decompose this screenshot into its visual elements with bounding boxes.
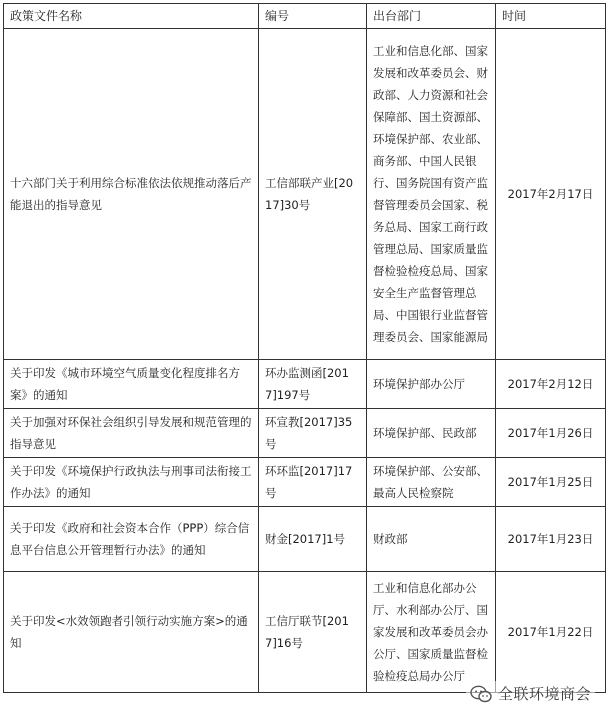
cell-department: 工业和信息化部、国家发展和改革委员会、财政部、人力资源和社会保障部、国土资源部、环境保护部、农业部、商务部、中国人民银行、国务院国有资产监督管理委员会国家、税务总局、国家工商行政管理总局、国家质量监督检验检疫总局、国家安全生产监督管理总局、中国银行业监督管理委员会、国家能源局 [367, 29, 496, 360]
cell-number: 财金[2017]1号 [259, 507, 367, 572]
cell-date: 2017年1月26日 [496, 409, 606, 458]
cell-date: 2017年1月23日 [496, 507, 606, 572]
policy-table [3, 3, 606, 693]
cell-number: 环宣教[2017]35号 [259, 409, 367, 458]
table-row [4, 458, 606, 507]
table-row [4, 572, 606, 693]
header-policy-name: 政策文件名称 [4, 4, 259, 29]
cell-policy-name: 关于印发《环境保护行政执法与刑事司法衔接工作办法》的通知 [4, 458, 259, 507]
cell-date: 2017年1月22日 [496, 572, 606, 693]
wechat-icon [470, 685, 492, 703]
table-row [4, 409, 606, 458]
header-department: 出台部门 [367, 4, 496, 29]
table-header-row [4, 4, 606, 29]
watermark-text: 全联环境商会 [497, 685, 591, 703]
cell-policy-name: 关于加强对环保社会组织引导发展和规范管理的指导意见 [4, 409, 259, 458]
cell-number: 工信部联产业[2017]30号 [259, 29, 367, 360]
cell-date: 2017年2月17日 [496, 29, 606, 360]
cell-date: 2017年1月25日 [496, 458, 606, 507]
cell-department: 环境保护部、公安部、最高人民检察院 [367, 458, 496, 507]
table-row [4, 507, 606, 572]
cell-policy-name: 关于印发<水效领跑者引领行动实施方案>的通知 [4, 572, 259, 693]
cell-policy-name: 关于印发《政府和社会资本合作（PPP）综合信息平台信息公开管理暂行办法》的通知 [4, 507, 259, 572]
cell-department: 环境保护部办公厅 [367, 360, 496, 409]
header-number: 编号 [259, 4, 367, 29]
cell-department: 工业和信息化部办公厅、水利部办公厅、国家发展和改革委员会办公厅、国家质量监督检验检疫总局办公厅 [367, 572, 496, 693]
cell-number: 环环监[2017]17号 [259, 458, 367, 507]
header-date: 时间 [496, 4, 606, 29]
cell-number: 环办监测函[2017]197号 [259, 360, 367, 409]
cell-department: 财政部 [367, 507, 496, 572]
table-row [4, 29, 606, 360]
cell-department: 环境保护部、民政部 [367, 409, 496, 458]
table-row [4, 360, 606, 409]
watermark [466, 681, 595, 706]
cell-policy-name: 十六部门关于利用综合标准依法依规推动落后产能退出的指导意见 [4, 29, 259, 360]
cell-policy-name: 关于印发《城市环境空气质量变化程度排名方案》的通知 [4, 360, 259, 409]
cell-date: 2017年2月12日 [496, 360, 606, 409]
cell-number: 工信厅联节[2017]16号 [259, 572, 367, 693]
